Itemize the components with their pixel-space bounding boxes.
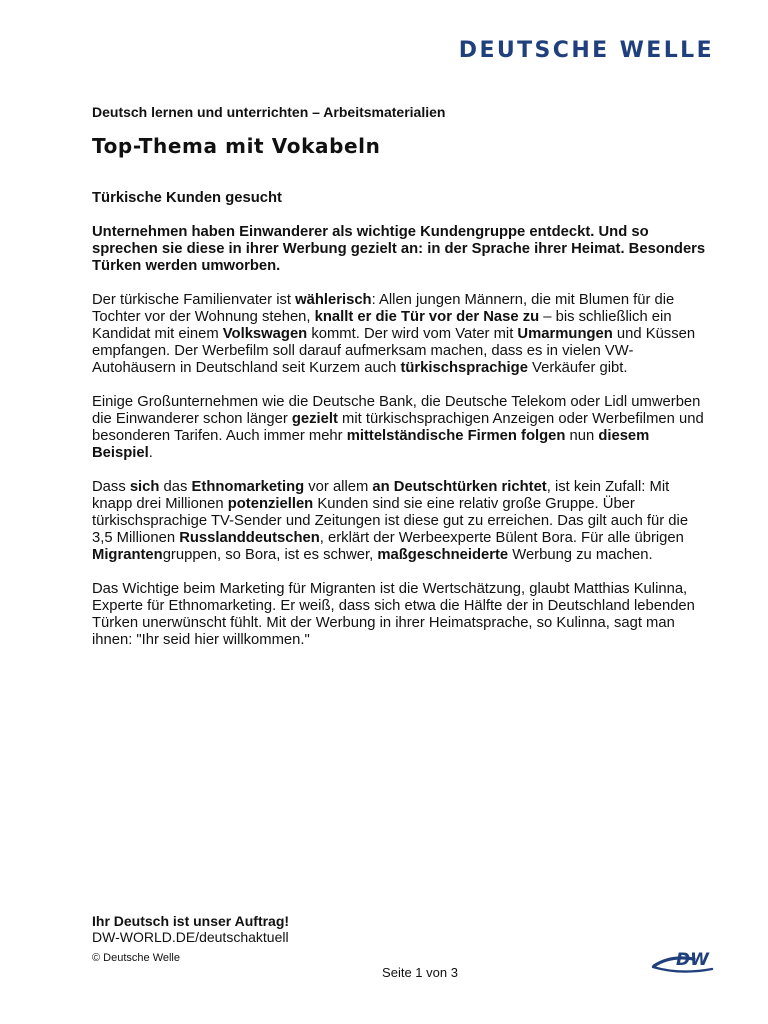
footer-url: DW-WORLD.DE/deutschaktuell bbox=[92, 929, 289, 945]
bold-vocabulary-term: Ethnomarketing bbox=[191, 479, 305, 495]
text-run: das bbox=[159, 479, 192, 495]
page-title: Top-Thema mit Vokabeln bbox=[92, 134, 381, 158]
footer-slogan: Ihr Deutsch ist unser Auftrag! bbox=[92, 913, 290, 929]
bold-vocabulary-term: knallt er die Tür vor der Nase zu bbox=[314, 309, 540, 325]
article-body bbox=[92, 190, 710, 666]
text-run: nun bbox=[565, 428, 599, 444]
brand-wordmark: DEUTSCHE WELLE bbox=[458, 38, 714, 63]
text-run: : Allen jungen Männern, die mit Blumen für die Tochter vor der Wohnung stehen, bbox=[92, 292, 675, 325]
article-paragraph bbox=[92, 479, 710, 564]
bold-vocabulary-term: Umarmungen bbox=[517, 326, 613, 342]
bold-vocabulary-term: potenziellen bbox=[227, 496, 314, 512]
article-paragraph bbox=[92, 292, 710, 377]
copyright-text: © Deutsche Welle bbox=[92, 952, 180, 964]
bold-vocabulary-term: türkischsprachige bbox=[400, 360, 528, 376]
bold-vocabulary-term: sich bbox=[129, 479, 160, 495]
dw-logo-text: DW bbox=[676, 950, 709, 970]
text-run: kommt. Der wird vom Vater mit bbox=[307, 326, 518, 342]
text-run: Kunden sind sie eine relativ große Gruppe. Über türkischsprachige TV-Sender und Zeitungen ist diese gut zu erreichen. Das gilt auch für die 3,5 Millionen bbox=[92, 496, 689, 546]
page-number: Seite 1 von 3 bbox=[382, 965, 458, 980]
text-run: , erklärt der Werbeexperte Bülent Bora. Für alle übrigen bbox=[319, 530, 684, 546]
bold-vocabulary-term: diesem Beispiel bbox=[92, 428, 650, 461]
text-run: Einige Großunternehmen wie die Deutsche Bank, die Deutsche Telekom oder Lidl umwerben die Einwanderer schon länger bbox=[92, 394, 701, 427]
text-run: und Küssen empfangen. Der Werbefilm soll darauf aufmerksam machen, dass es in vielen VW-Autohäusern in Deutschland seit Kurzem auch bbox=[92, 326, 696, 376]
article-paragraph bbox=[92, 394, 710, 462]
article-lead: Unternehmen haben Einwanderer als wichtige Kundengruppe entdeckt. Und so sprechen sie diese in ihrer Werbung gezielt an: in der Sprache ihrer Heimat. Besonders Türken werden umworben. bbox=[92, 224, 706, 274]
article-paragraph bbox=[92, 581, 710, 649]
bold-vocabulary-term: maßgeschneiderte bbox=[377, 547, 509, 563]
text-run: Das Wichtige beim Marketing für Migranten ist die Wertschätzung, glaubt Matthias Kulinna, Experte für Ethnomarketing. Er weiß, dass sich etwa die Hälfte der in Deutschland lebenden Türken unerwünscht fühlt. Mit der Werbung in ihrer Heimatsprache, so Kulinna, sagt man ihnen: "Ihr seid hier willkommen." bbox=[92, 581, 695, 648]
bold-vocabulary-term: an Deutschtürken richtet bbox=[372, 479, 547, 495]
bold-vocabulary-term: Russlanddeutschen bbox=[179, 530, 320, 546]
bold-vocabulary-term: Volkswagen bbox=[222, 326, 308, 342]
text-run: mit türkischsprachigen Anzeigen oder Werbefilmen und besonderen Tarifen. Auch immer mehr bbox=[92, 411, 704, 444]
text-run: Dass bbox=[92, 479, 130, 495]
text-run: gruppen, so Bora, ist es schwer, bbox=[162, 547, 378, 563]
text-run: – bis schließlich ein Kandidat mit einem bbox=[92, 309, 672, 342]
document-subtitle: Deutsch lernen und unterrichten – Arbeitsmaterialien bbox=[92, 104, 446, 120]
dw-logo-icon bbox=[650, 946, 718, 974]
text-run: , ist kein Zufall: Mit knapp drei Millionen bbox=[92, 479, 670, 512]
text-run: vor allem bbox=[304, 479, 373, 495]
text-run: Der türkische Familienvater ist bbox=[92, 292, 296, 308]
bold-vocabulary-term: mittelständische Firmen folgen bbox=[346, 428, 566, 444]
text-run: Verkäufer gibt. bbox=[527, 360, 628, 376]
bold-vocabulary-term: Migranten bbox=[92, 547, 163, 563]
text-run: Werbung zu machen. bbox=[508, 547, 653, 563]
text-run: . bbox=[148, 445, 153, 461]
bold-vocabulary-term: wählerisch bbox=[295, 292, 372, 308]
bold-vocabulary-term: gezielt bbox=[291, 411, 338, 427]
article-headline: Türkische Kunden gesucht bbox=[92, 190, 282, 206]
